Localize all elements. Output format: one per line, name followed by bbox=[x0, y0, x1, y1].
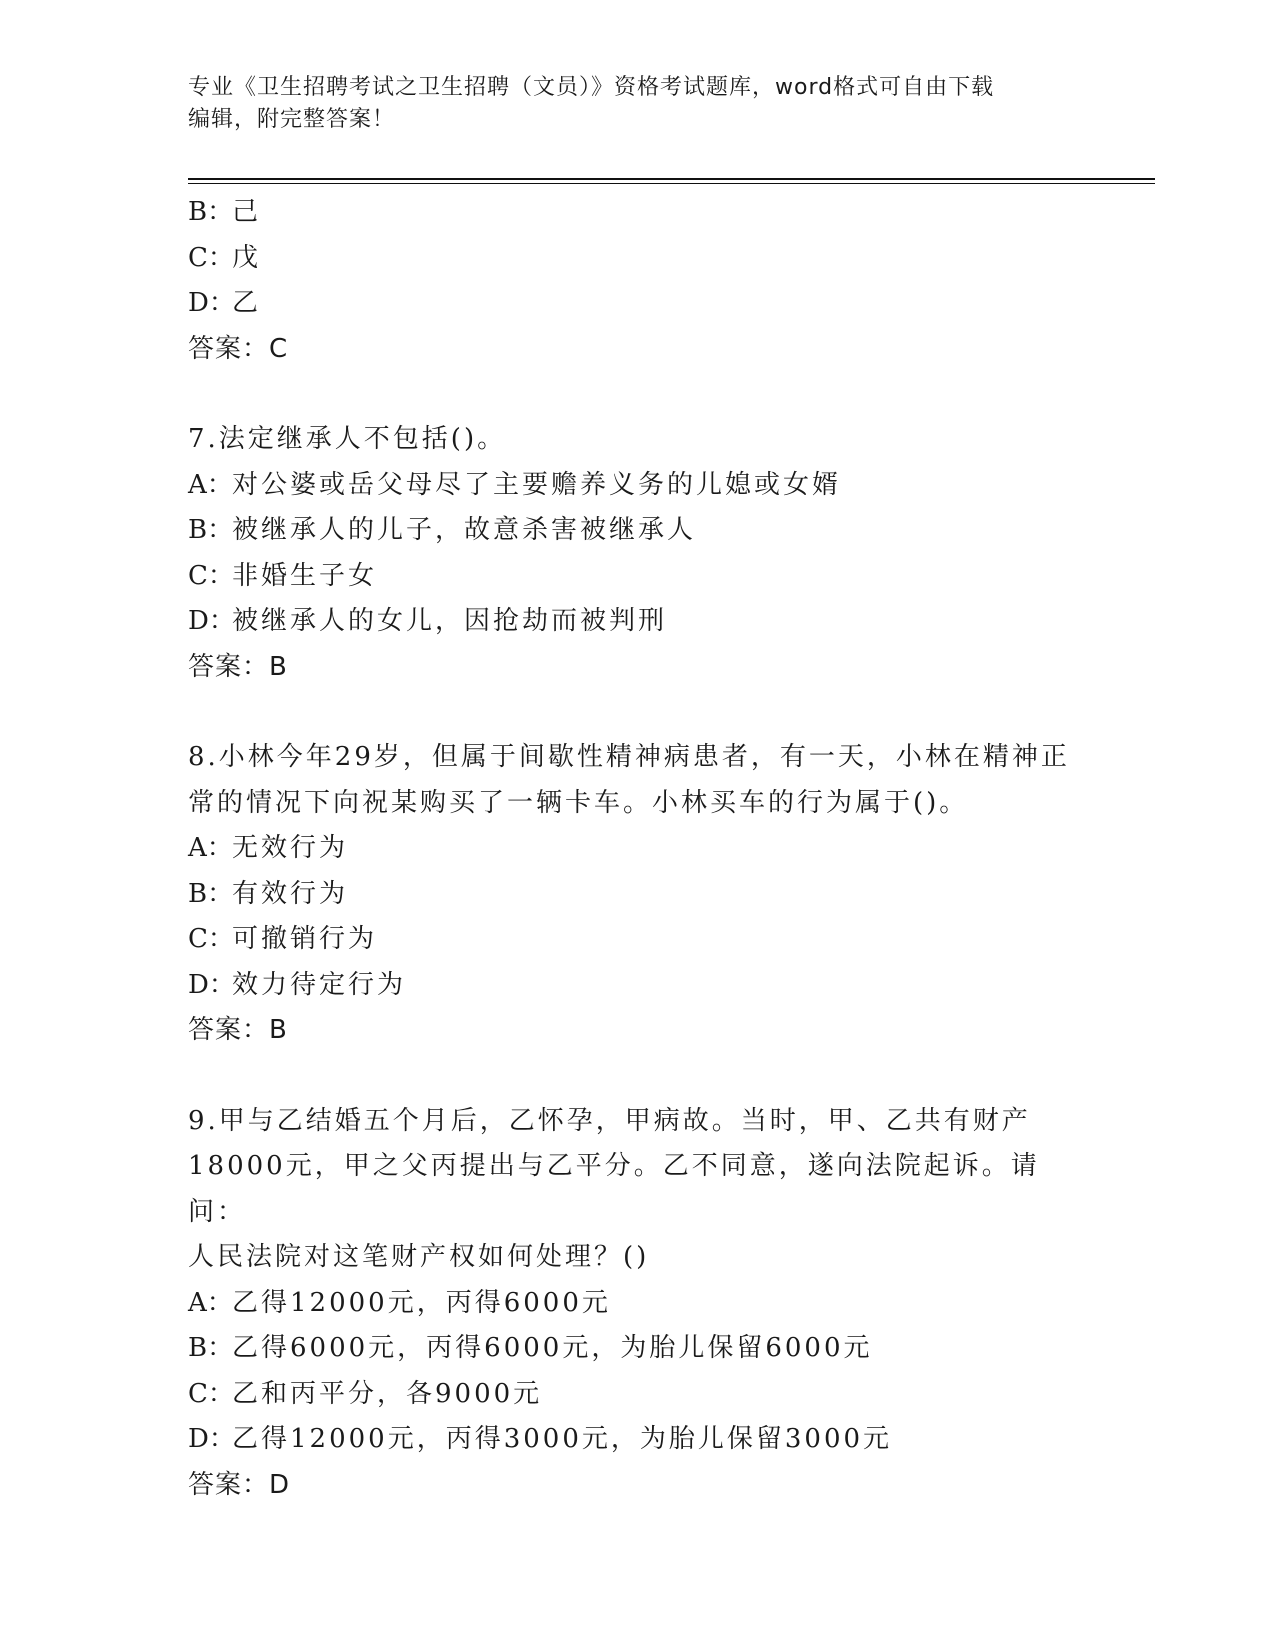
question-stem: 常的情况下向祝某购买了一辆卡车。小林买车的行为属于()。 bbox=[188, 787, 969, 818]
option-a: A：乙得12000元，丙得6000元 bbox=[188, 1287, 611, 1318]
option-d: D：效力待定行为 bbox=[188, 969, 407, 1000]
question-stem: 9.甲与乙结婚五个月后，乙怀孕，甲病故。当时，甲、乙共有财产 bbox=[188, 1105, 1031, 1136]
question-6-tail bbox=[188, 190, 1088, 372]
answer-9: 答案：D bbox=[188, 1469, 291, 1500]
option-c: C：戊 bbox=[188, 242, 262, 273]
option-b: B：己 bbox=[188, 197, 262, 227]
option-c: C：可撤销行为 bbox=[188, 924, 378, 954]
option-d: D：乙得12000元，丙得3000元，为胎儿保留3000元 bbox=[188, 1424, 893, 1454]
option-c: C：乙和丙平分，各9000元 bbox=[188, 1378, 543, 1409]
option-d: D：乙 bbox=[188, 288, 262, 318]
answer-7: 答案：B bbox=[188, 651, 288, 682]
header-line-2: 编辑，附完整答案！ bbox=[188, 107, 396, 132]
question-stem: 8.小林今年29岁，但属于间歇性精神病患者，有一天，小林在精神正 bbox=[188, 742, 1070, 772]
question-stem: 人民法院对这笔财产权如何处理？() bbox=[188, 1242, 650, 1272]
option-b: B：有效行为 bbox=[188, 878, 349, 909]
option-d: D：被继承人的女儿，因抢劫而被判刑 bbox=[188, 606, 668, 636]
question-8 bbox=[188, 735, 1088, 1054]
header-rule-thick bbox=[188, 178, 1155, 180]
header-rule-thin bbox=[188, 183, 1155, 184]
option-c: C：非婚生子女 bbox=[188, 560, 378, 591]
answer-6: 答案：C bbox=[188, 333, 289, 364]
option-a: A：对公婆或岳父母尽了主要赡养义务的儿媳或女婿 bbox=[188, 469, 842, 500]
option-a: A：无效行为 bbox=[188, 833, 349, 863]
document-header bbox=[188, 72, 1088, 136]
answer-8: 答案：B bbox=[188, 1015, 288, 1045]
option-b: B：被继承人的儿子，故意杀害被继承人 bbox=[188, 515, 697, 545]
option-b: B：乙得6000元，丙得6000元，为胎儿保留6000元 bbox=[188, 1333, 873, 1363]
question-9 bbox=[188, 1099, 1088, 1509]
question-7 bbox=[188, 417, 1088, 690]
question-stem: 7.法定继承人不包括()。 bbox=[188, 424, 507, 454]
question-stem: 18000元，甲之父丙提出与乙平分。乙不同意，遂向法院起诉。请问： bbox=[188, 1151, 1040, 1227]
header-line-1: 专业《卫生招聘考试之卫生招聘（文员）》资格考试题库，word格式可自由下载 bbox=[188, 75, 995, 100]
question-content bbox=[188, 190, 1088, 1508]
